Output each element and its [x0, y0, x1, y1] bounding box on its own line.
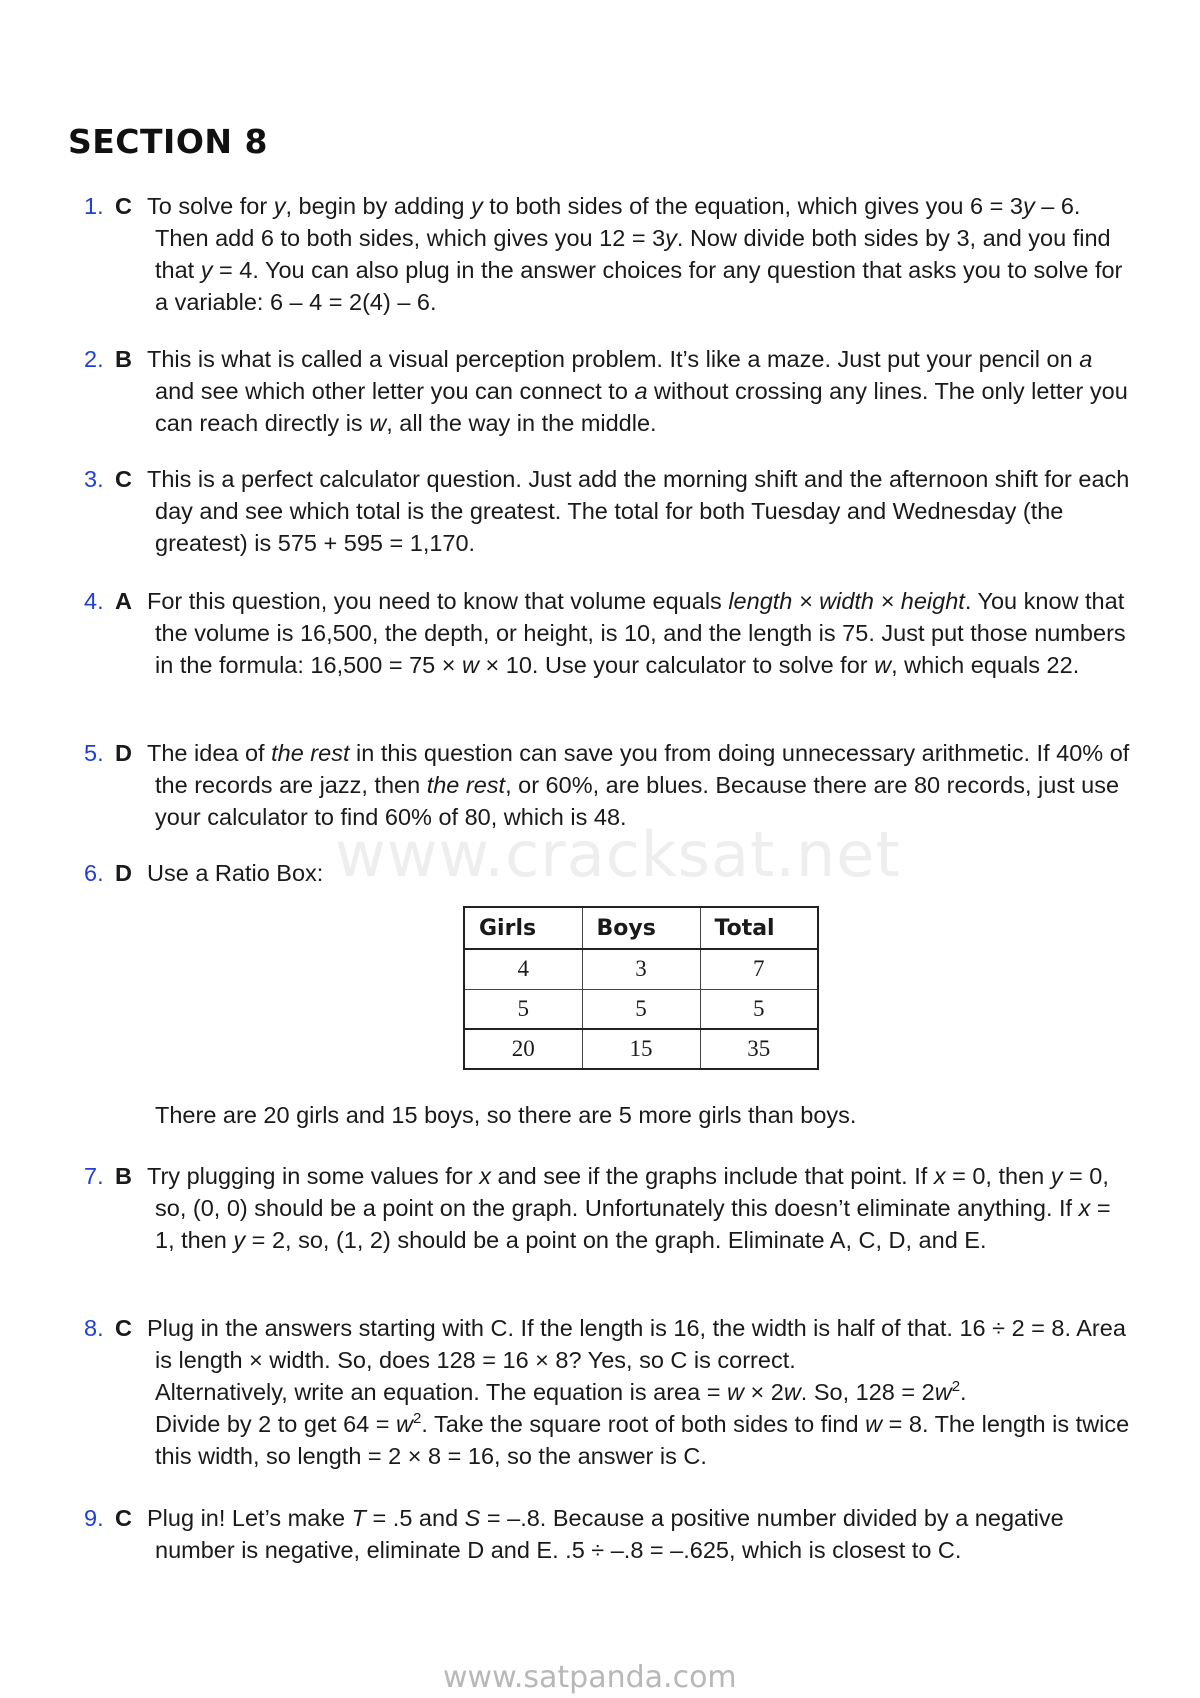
variable: w [874, 652, 892, 678]
explanation-text: , all the way in the middle. [386, 410, 657, 436]
variable: w [783, 1379, 801, 1405]
ratio-box-table [463, 906, 819, 1070]
explanation-text: The idea of [147, 740, 272, 766]
explanation-text: = 1, then [155, 1195, 1111, 1253]
explanation-text: = 4. You can also plug in the answer choices for any question that asks you to solve for a variable: 6 – 4 = 2(4) – 6. [155, 257, 1123, 315]
alternative-paragraph [155, 1376, 1134, 1408]
explanation-text: . [960, 1379, 967, 1405]
explanation-text: This is a perfect calculator question. Just add the morning shift and the afternoon shift for each day and see which total is the greatest. The total for both Tuesday and Wednesday (the greatest) is 575 + 595 = 1,170. [147, 466, 1130, 556]
explanation-text: . You know that the volume is 16,500, the depth, or height, is 10, and the length is 75. Just put those numbers in the formula: 16,500 = 75 × [155, 588, 1126, 678]
answer-item-5 [84, 737, 1134, 833]
question-number: 3. [84, 466, 104, 492]
explanation-text: , begin by adding [285, 193, 471, 219]
explanation-text: = 8. The length is twice this width, so length = 2 × 8 = 16, so the answer is C. [155, 1411, 1130, 1469]
variable: S [464, 1505, 481, 1531]
variable: y [1022, 193, 1035, 219]
answer-letter: C [115, 1315, 132, 1341]
explanation-text: For this question, you need to know that volume equals [147, 588, 729, 614]
table-cell: 5 [464, 989, 582, 1029]
watermark-cracksat: www.cracksat.net [335, 818, 901, 891]
answer-item-7 [84, 1160, 1134, 1256]
solution-paragraph [155, 1408, 1134, 1472]
variable: x [479, 1163, 491, 1189]
table-cell: 5 [582, 989, 700, 1029]
explanation-text: = 2, so, (1, 2) should be a point on the graph. Eliminate A, C, D, and E. [245, 1227, 987, 1253]
question-number: 9. [84, 1505, 104, 1531]
table-cell: 35 [700, 1029, 818, 1069]
question-number: 1. [84, 193, 104, 219]
explanation-text: Use a Ratio Box: [147, 860, 324, 886]
table-row [464, 949, 818, 989]
variable: x [933, 1163, 946, 1189]
column-header-girls: Girls [464, 907, 582, 949]
explanation-text: and see which other letter you can connect to [155, 378, 635, 404]
table-row-total [464, 1029, 818, 1069]
question-number: 4. [84, 588, 104, 614]
emphasis-term: the rest [271, 740, 350, 766]
explanation-text: . So, 128 = 2 [800, 1379, 935, 1405]
column-header-total: Total [700, 907, 818, 949]
explanation-text: in this question can save you from doing unnecessary arithmetic. If 40% of the records are jazz, then [155, 740, 1130, 798]
table-cell: 15 [582, 1029, 700, 1069]
explanation-text: Alternatively, write an equation. The equation is area = [155, 1379, 727, 1405]
table-row [464, 989, 818, 1029]
table-header-row [464, 907, 818, 949]
variable: w [726, 1379, 744, 1405]
exponent: 2 [951, 1378, 961, 1396]
variable: w [369, 410, 387, 436]
variable: y [273, 193, 286, 219]
answer-item-1 [84, 190, 1134, 318]
question-number: 5. [84, 740, 104, 766]
variable: y [471, 193, 483, 219]
formula-term: length × width × height [728, 588, 965, 614]
answer-letter: D [115, 860, 132, 886]
answer-item-4 [84, 585, 1134, 681]
explanation-text: . Take the square root of both sides to find [421, 1411, 866, 1437]
variable: y [233, 1227, 246, 1253]
section-title: SECTION 8 [68, 122, 268, 161]
explanation-text: , which equals 22. [891, 652, 1080, 678]
explanation-text: , or 60%, are blues. Because there are 80 records, just use your calculator to find 60% of 80, which is 48. [155, 772, 1120, 830]
answer-letter: A [115, 588, 132, 614]
variable: y [665, 225, 677, 251]
variable: w [396, 1411, 414, 1437]
variable: w [865, 1411, 883, 1437]
explanation-text: = 0, then [945, 1163, 1051, 1189]
answer-item-2 [84, 343, 1134, 439]
explanation-text: to both sides of the equation, which gives you 6 = 3 [482, 193, 1023, 219]
question-number: 8. [84, 1315, 104, 1341]
variable: a [1079, 346, 1093, 372]
watermark-satpanda: www.satpanda.com [443, 1660, 737, 1695]
explanation-text: without crossing any lines. The only letter you can reach directly is [155, 378, 1128, 436]
variable: y [200, 257, 213, 283]
variable: w [934, 1379, 952, 1405]
explanation-text: × 10. Use your calculator to solve for [479, 652, 875, 678]
exponent: 2 [413, 1410, 422, 1428]
table-cell: 5 [700, 989, 818, 1029]
column-header-boys: Boys [582, 907, 700, 949]
variable: a [634, 378, 648, 404]
explanation-text: . Now divide both sides by 3, and you find that [155, 225, 1111, 283]
answer-letter: C [115, 466, 132, 492]
table-cell: 4 [464, 949, 582, 989]
question-number: 7. [84, 1163, 104, 1189]
answer-letter: B [115, 1163, 132, 1189]
answer-item-9 [84, 1502, 1134, 1566]
answer-item-6 [84, 857, 1134, 889]
answer-item-8 [84, 1312, 1134, 1472]
emphasis-term: the rest [426, 772, 506, 798]
question-number: 6. [84, 860, 104, 886]
answer-letter: C [115, 193, 132, 219]
explanation-text: Divide by 2 to get 64 = [155, 1411, 397, 1437]
table-cell: 20 [464, 1029, 582, 1069]
explanation-text: Try plugging in some values for [147, 1163, 480, 1189]
explanation-text: – 6. Then add 6 to both sides, which gives you 12 = 3 [155, 193, 1081, 251]
answer-item-3 [84, 463, 1134, 559]
explanation-text: = 0, so, (0, 0) should be a point on the graph. Unfortunately this doesn’t eliminate anything. If [155, 1163, 1109, 1221]
explanation-text: To solve for [147, 193, 274, 219]
variable: w [462, 652, 479, 678]
variable: T [351, 1505, 367, 1531]
explanation-text: = –.8. Because a positive number divided by a negative number is negative, eliminate D and E. .5 ÷ –.8 = –.625, which is closest to C. [155, 1505, 1064, 1563]
explanation-text: = .5 and [366, 1505, 465, 1531]
explanation-text: This is what is called a visual perception problem. It’s like a maze. Just put your pencil on [147, 346, 1080, 372]
variable: x [1078, 1195, 1091, 1221]
variable: y [1050, 1163, 1063, 1189]
explanation-text: Plug in! Let’s make [147, 1505, 352, 1531]
table-conclusion-text: There are 20 girls and 15 boys, so there are 5 more girls than boys. [155, 1102, 857, 1128]
answer-letter: D [115, 740, 132, 766]
table-cell: 7 [700, 949, 818, 989]
answer-letter: B [115, 346, 132, 372]
table-cell: 3 [582, 949, 700, 989]
explanation-text: × 2 [743, 1379, 784, 1405]
explanation-text: and see if the graphs include that point. If [490, 1163, 934, 1189]
answer-letter: C [115, 1505, 132, 1531]
question-number: 2. [84, 346, 104, 372]
explanation-text: Plug in the answers starting with C. If the length is 16, the width is half of that. 16 ÷ 2 = 8. Area is length × width. So, does 128 = 16 × 8? Yes, so C is correct. [147, 1315, 1126, 1373]
